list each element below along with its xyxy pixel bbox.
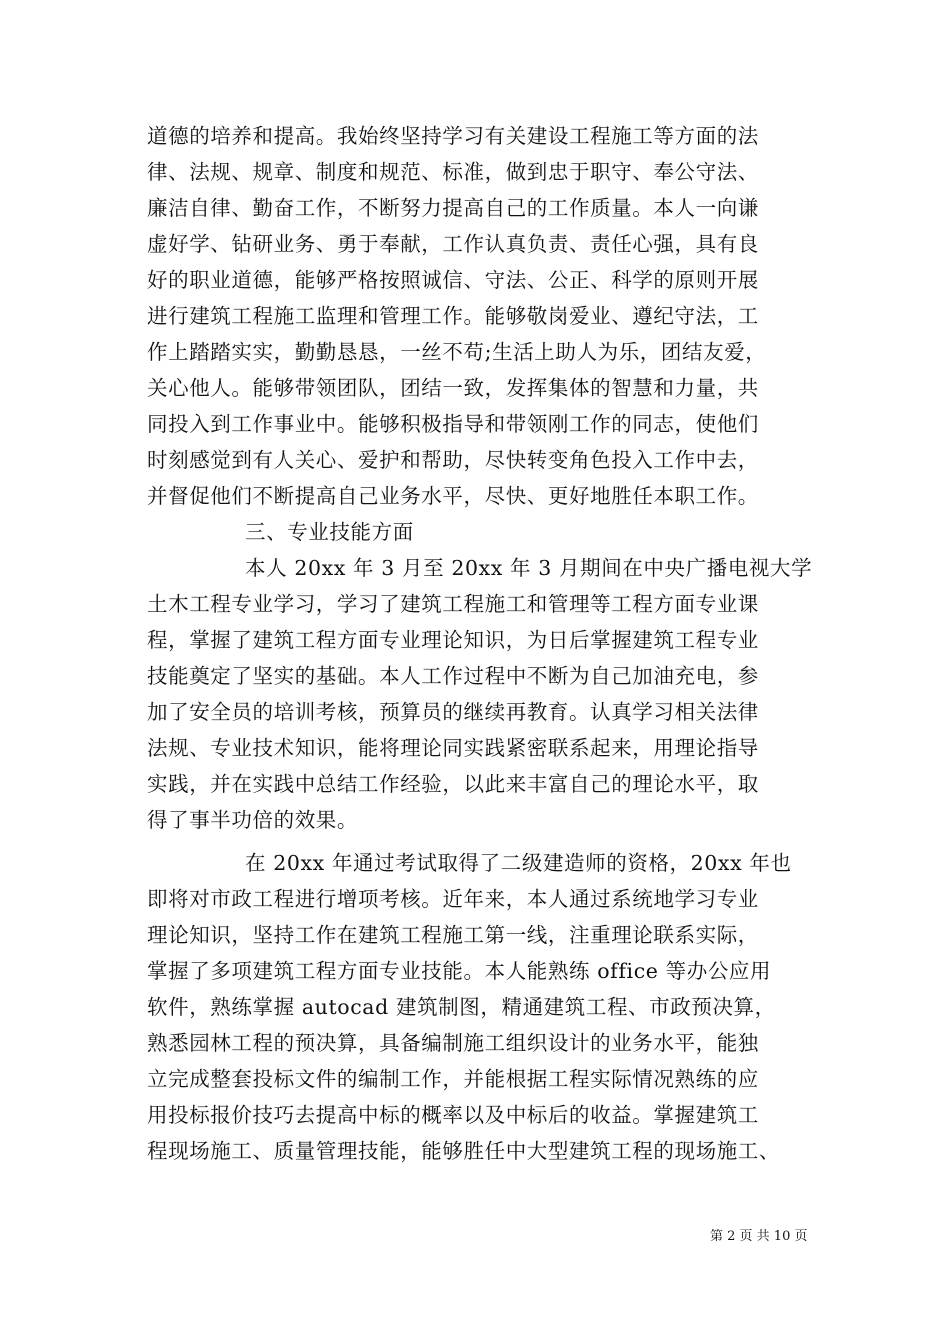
- text-line: 用投标报价技巧去提高中标的概率以及中标后的收益。掌握建筑工: [147, 1103, 759, 1127]
- page-number-footer: 第 2 页 共 10 页: [710, 1229, 808, 1244]
- text-line: 时刻感觉到有人关心、爱护和帮助，尽快转变角色投入工作中去，: [147, 448, 759, 472]
- text-line: 在 20xx 年通过考试取得了二级建造师的资格，20xx 年也: [245, 851, 792, 875]
- text-line: 并督促他们不断提高自己业务水平，尽快、更好地胜任本职工作。: [147, 484, 759, 508]
- text-line: 熟悉园林工程的预决算，具备编制施工组织设计的业务水平，能独: [147, 1031, 759, 1055]
- text-line: 进行建筑工程施工监理和管理工作。能够敬岗爱业、遵纪守法，工: [147, 304, 759, 328]
- text-line: 实践，并在实践中总结工作经验，以此来丰富自己的理论水平，取: [147, 772, 759, 796]
- text-line: 同投入到工作事业中。能够积极指导和带领刚工作的同志，使他们: [147, 412, 759, 436]
- text-line: 得了事半功倍的效果。: [147, 808, 358, 832]
- text-line: 掌握了多项建筑工程方面专业技能。本人能熟练 office 等办公应用: [147, 959, 772, 983]
- text-line: 律、法规、规章、制度和规范、标准，做到忠于职守、奉公守法、: [147, 160, 759, 184]
- text-line: 理论知识，坚持工作在建筑工程施工第一线，注重理论联系实际，: [147, 923, 759, 947]
- text-line: 即将对市政工程进行增项考核。近年来，本人通过系统地学习专业: [147, 887, 759, 911]
- text-line: 法规、专业技术知识，能将理论同实践紧密联系起来，用理论指导: [147, 736, 759, 760]
- section-heading: 三、专业技能方面: [245, 520, 414, 544]
- text-line: 关心他人。能够带领团队，团结一致，发挥集体的智慧和力量，共: [147, 376, 759, 400]
- text-line: 作上踏踏实实，勤勤恳恳，一丝不苟;生活上助人为乐，团结友爱，: [147, 340, 767, 364]
- text-line: 廉洁自律、勤奋工作，不断努力提高自己的工作质量。本人一向谦: [147, 196, 759, 220]
- text-line: 虚好学、钻研业务、勇于奉献，工作认真负责、责任心强，具有良: [147, 232, 759, 256]
- text-line: 技能奠定了坚实的基础。本人工作过程中不断为自己加油充电，参: [147, 664, 759, 688]
- text-line: 程现场施工、质量管理技能，能够胜任中大型建筑工程的现场施工、: [147, 1139, 780, 1163]
- text-line: 程，掌握了建筑工程方面专业理论知识，为日后掌握建筑工程专业: [147, 628, 759, 652]
- text-line: 好的职业道德，能够严格按照诚信、守法、公正、科学的原则开展: [147, 268, 759, 292]
- text-line: 土木工程专业学习，学习了建筑工程施工和管理等工程方面专业课: [147, 592, 759, 616]
- text-line: 加了安全员的培训考核，预算员的继续再教育。认真学习相关法律: [147, 700, 759, 724]
- text-line: 道德的培养和提高。我始终坚持学习有关建设工程施工等方面的法: [147, 124, 759, 148]
- text-line: 本人 20xx 年 3 月至 20xx 年 3 月期间在中央广播电视大学: [245, 556, 813, 580]
- text-line: 立完成整套投标文件的编制工作，并能根据工程实际情况熟练的应: [147, 1067, 759, 1091]
- text-line: 软件，熟练掌握 autocad 建筑制图，精通建筑工程、市政预决算，: [147, 995, 776, 1019]
